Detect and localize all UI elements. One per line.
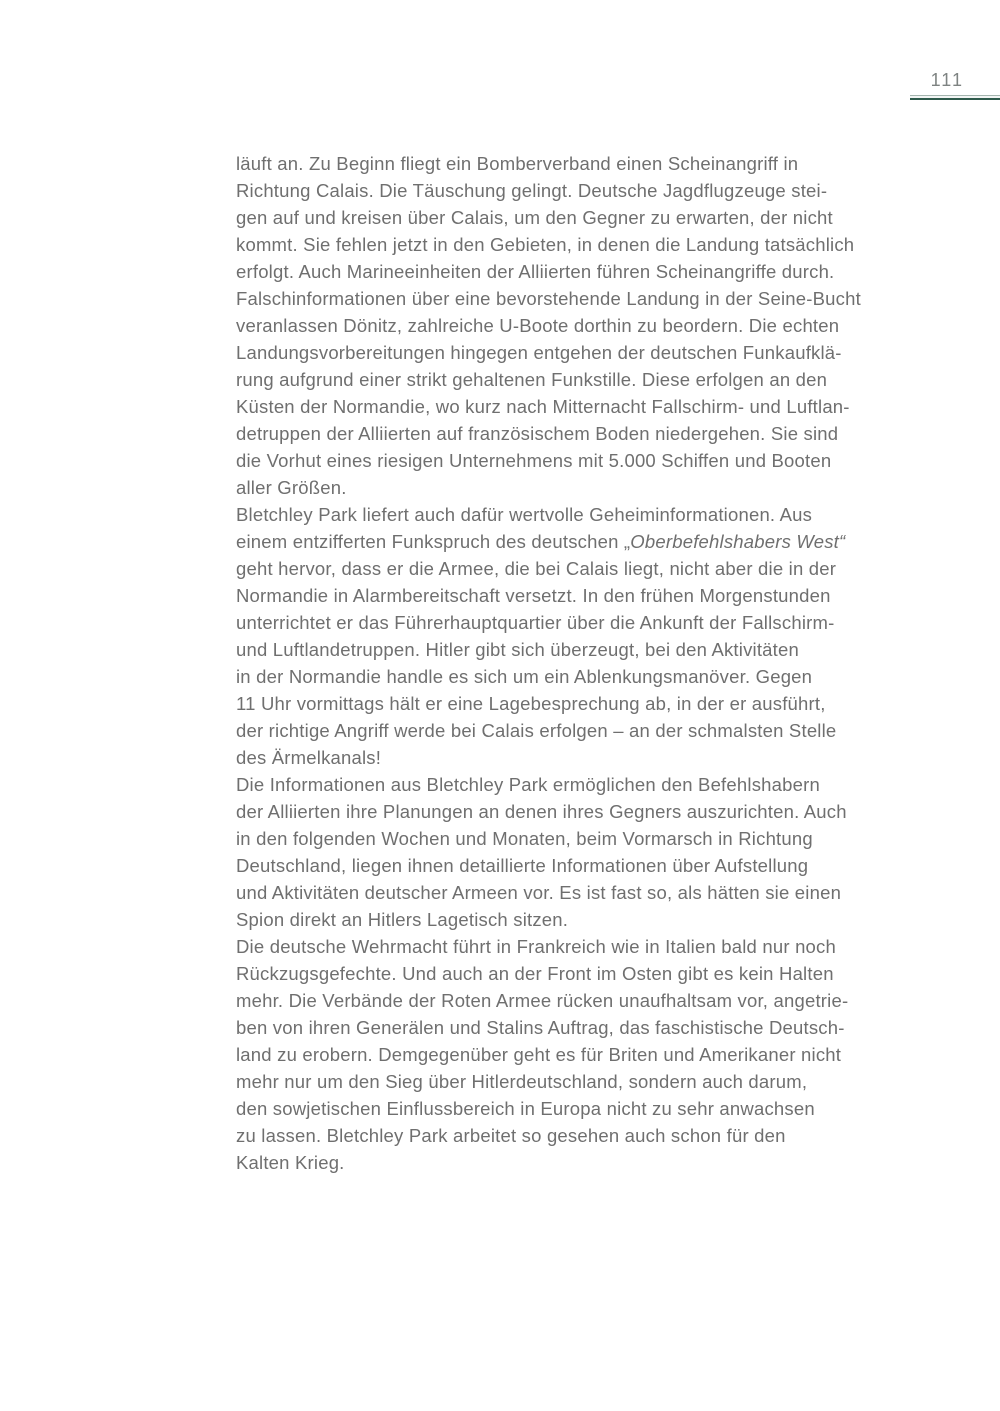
text-line [236, 1095, 916, 1122]
text-line [236, 744, 916, 771]
text-segment: Falschinformationen über eine bevorstehende Landung in der Seine-Bucht [236, 288, 861, 309]
text-segment: land zu erobern. Demgegenüber geht es für Briten und Amerikaner nicht [236, 1044, 842, 1065]
text-segment: mehr nur um den Sieg über Hitlerdeutschland, sondern auch darum, [236, 1071, 808, 1092]
text-line [236, 933, 916, 960]
text-segment: kommt. Sie fehlen jetzt in den Gebieten, in denen die Landung tatsächlich [236, 234, 855, 255]
text-line [236, 312, 916, 339]
body-text [236, 150, 916, 1176]
text-line [236, 528, 916, 555]
text-segment: Landungsvorbereitungen hingegen entgehen der deutschen Funkaufklä- [236, 342, 842, 363]
text-segment: erfolgt. Auch Marineeinheiten der Alliierten führen Scheinangriffe durch. [236, 261, 835, 282]
text-segment: Küsten der Normandie, wo kurz nach Mitternacht Fallschirm- und Luftlan- [236, 396, 850, 417]
text-line [236, 582, 916, 609]
text-segment: läuft an. Zu Beginn fliegt ein Bomberverband einen Scheinangriff in [236, 153, 799, 174]
text-segment: der Alliierten ihre Planungen an denen ihres Gegners auszurichten. Auch [236, 801, 847, 822]
text-line [236, 825, 916, 852]
text-line [236, 1068, 916, 1095]
text-line [236, 420, 916, 447]
text-segment: Spion direkt an Hitlers Lagetisch sitzen. [236, 909, 569, 930]
text-segment: in der Normandie handle es sich um ein Ablenkungsmanöver. Gegen [236, 666, 813, 687]
text-line [236, 447, 916, 474]
text-segment: die Vorhut eines riesigen Unternehmens mit 5.000 Schiffen und Booten [236, 450, 832, 471]
text-segment: 11 Uhr vormittags hält er eine Lagebesprechung ab, in der er ausführt, [236, 693, 826, 714]
text-segment: gen auf und kreisen über Calais, um den Gegner zu erwarten, der nicht [236, 207, 833, 228]
text-line [236, 1149, 916, 1176]
text-line [236, 717, 916, 744]
text-segment: zu lassen. Bletchley Park arbeitet so gesehen auch schon für den [236, 1125, 786, 1146]
text-line [236, 879, 916, 906]
text-line [236, 555, 916, 582]
text-line [236, 204, 916, 231]
text-segment: unterrichtet er das Führerhauptquartier über die Ankunft der Fallschirm- [236, 612, 835, 633]
text-line [236, 609, 916, 636]
text-segment: Rückzugsgefechte. Und auch an der Front im Osten gibt es kein Halten [236, 963, 834, 984]
text-line [236, 285, 916, 312]
text-line [236, 960, 916, 987]
text-segment: geht hervor, dass er die Armee, die bei Calais liegt, nicht aber die in der [236, 558, 837, 579]
text-line [236, 663, 916, 690]
text-line [236, 339, 916, 366]
text-line [236, 177, 916, 204]
text-line [236, 906, 916, 933]
text-segment: einem entzifferten Funkspruch des deutschen „ [236, 531, 631, 552]
text-segment: Richtung Calais. Die Täuschung gelingt. Deutsche Jagdflugzeuge stei- [236, 180, 828, 201]
text-segment: in den folgenden Wochen und Monaten, beim Vormarsch in Richtung [236, 828, 813, 849]
text-segment: Die deutsche Wehrmacht führt in Frankreich wie in Italien bald nur noch [236, 936, 836, 957]
text-segment: den sowjetischen Einflussbereich in Europa nicht zu sehr anwachsen [236, 1098, 815, 1119]
text-line [236, 690, 916, 717]
text-segment: mehr. Die Verbände der Roten Armee rücken unaufhaltsam vor, angetrie- [236, 990, 849, 1011]
text-segment: Deutschland, liegen ihnen detaillierte Informationen über Aufstellung [236, 855, 809, 876]
text-segment: aller Größen. [236, 477, 347, 498]
text-segment: Normandie in Alarmbereitschaft versetzt. In den frühen Morgenstunden [236, 585, 831, 606]
text-segment: der richtige Angriff werde bei Calais erfolgen – an der schmalsten Stelle [236, 720, 837, 741]
text-segment: veranlassen Dönitz, zahlreiche U-Boote dorthin zu beordern. Die echten [236, 315, 840, 336]
text-line [236, 798, 916, 825]
text-segment-italic: Oberbefehlshabers West“ [630, 531, 846, 552]
text-line [236, 771, 916, 798]
text-line [236, 636, 916, 663]
text-segment: und Aktivitäten deutscher Armeen vor. Es ist fast so, als hätten sie einen [236, 882, 842, 903]
text-segment: detruppen der Alliierten auf französischem Boden niedergehen. Sie sind [236, 423, 839, 444]
header-rule [910, 95, 1000, 100]
text-line [236, 1122, 916, 1149]
text-line [236, 474, 916, 501]
text-line [236, 1041, 916, 1068]
text-line [236, 987, 916, 1014]
text-line [236, 258, 916, 285]
text-segment: und Luftlandetruppen. Hitler gibt sich überzeugt, bei den Aktivitäten [236, 639, 799, 660]
text-line [236, 501, 916, 528]
text-line [236, 366, 916, 393]
text-segment: Bletchley Park liefert auch dafür wertvolle Geheiminformationen. Aus [236, 504, 813, 525]
page-number: 111 [930, 70, 964, 90]
text-line [236, 231, 916, 258]
text-segment: des Ärmelkanals! [236, 747, 382, 768]
text-segment: rung aufgrund einer strikt gehaltenen Funkstille. Diese erfolgen an den [236, 369, 828, 390]
text-line [236, 1014, 916, 1041]
text-line [236, 393, 916, 420]
text-segment: Kalten Krieg. [236, 1152, 345, 1173]
text-segment: Die Informationen aus Bletchley Park ermöglichen den Befehlshabern [236, 774, 820, 795]
text-line [236, 852, 916, 879]
text-segment: ben von ihren Generälen und Stalins Auftrag, das faschistische Deutsch- [236, 1017, 845, 1038]
text-line [236, 150, 916, 177]
